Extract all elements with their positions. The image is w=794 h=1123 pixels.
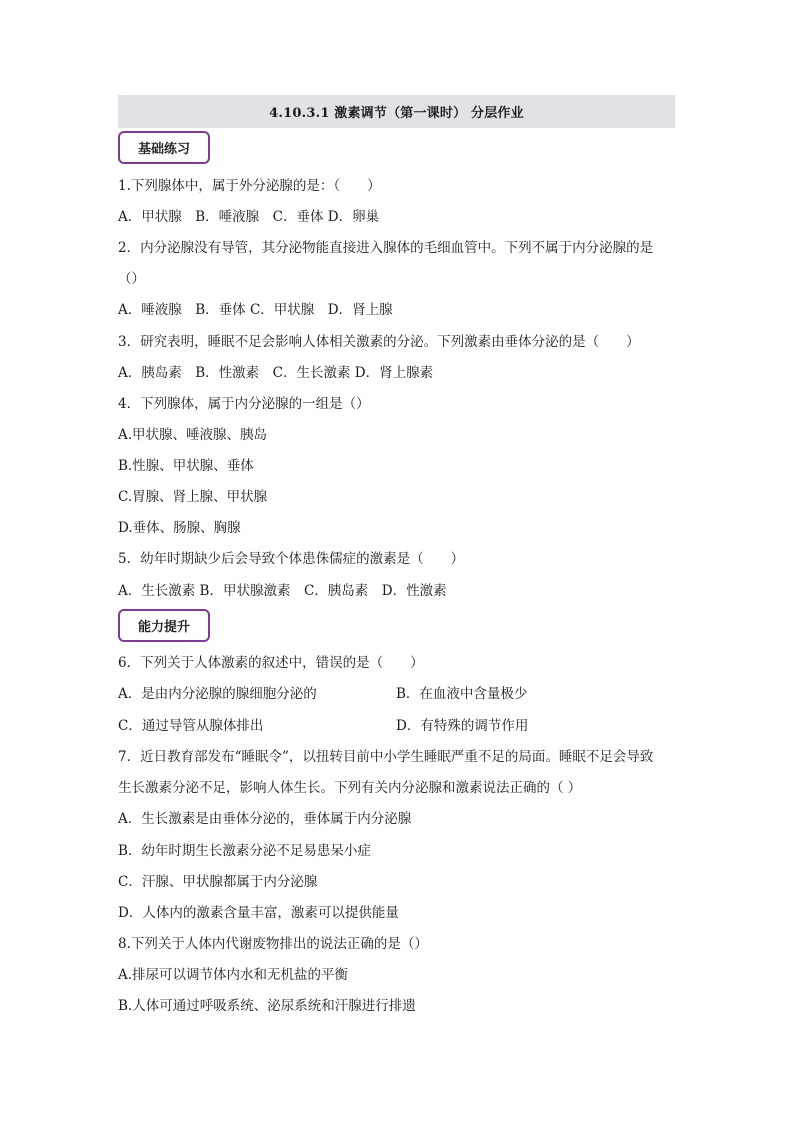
q7-option-c: C．汗腺、甲状腺都属于内分泌腺: [118, 874, 318, 890]
q4-option-c: C.胃腺、肾上腺、甲状腺: [118, 489, 268, 505]
q3-options: A．胰岛素 B．性激素 C．生长激素 D．肾上腺素: [118, 365, 434, 381]
q7-option-d: D．人体内的激素含量丰富，激素可以提供能量: [118, 905, 399, 921]
section-basic-practice: 基础练习: [118, 131, 210, 164]
q5-options: A．生长激素 B．甲状腺激素 C．胰岛素 D．性激素: [118, 583, 447, 599]
q6-option-b: B．在血液中含量极少: [396, 686, 528, 702]
q5-stem: 5．幼年时期缺少后会导致个体患侏儒症的激素是（ ）: [118, 551, 465, 567]
q4-option-a: A.甲状腺、唾液腺、胰岛: [118, 427, 268, 443]
q6-option-c: C．通过导管从腺体排出: [118, 718, 264, 734]
page-title: 4.10.3.1 激素调节（第一课时） 分层作业: [269, 106, 524, 121]
q8-option-a: A.排尿可以调节体内水和无机盐的平衡: [118, 967, 349, 983]
q8-stem: 8.下列关于人体内代谢废物排出的说法正确的是（）: [118, 936, 428, 952]
q7-option-b: B．幼年时期生长激素分泌不足易患呆小症: [118, 843, 371, 859]
title-bar: [118, 95, 675, 128]
q4-option-b: B.性腺、甲状腺、垂体: [118, 458, 254, 474]
q6-stem: 6．下列关于人体激素的叙述中，错误的是（ ）: [118, 655, 424, 671]
q6-option-d: D．有特殊的调节作用: [396, 718, 529, 734]
q2-stem-cont: （）: [118, 271, 145, 287]
q6-option-a: A．是由内分泌腺的腺细胞分泌的: [118, 686, 317, 702]
q8-option-b: B.人体可通过呼吸系统、泌尿系统和汗腺进行排遗: [118, 998, 416, 1014]
section-ability-improvement: 能力提升: [118, 609, 210, 642]
q7-option-a: A．生长激素是由垂体分泌的，垂体属于内分泌腺: [118, 811, 412, 827]
q7-stem: 7．近日教育部发布“睡眠令”，以扭转目前中小学生睡眠严重不足的局面。睡眠不足会导致: [118, 749, 654, 765]
q4-option-d: D.垂体、肠腺、胸腺: [118, 520, 241, 536]
q2-stem: 2．内分泌腺没有导管，其分泌物能直接进入腺体的毛细血管中。下列不属于内分泌腺的是: [118, 240, 654, 256]
q1-stem: 1.下列腺体中，属于外分泌腺的是：（ ）: [118, 178, 381, 194]
q7-stem-cont: 生长激素分泌不足，影响人体生长。下列有关内分泌腺和激素说法正确的（ ）: [118, 780, 582, 796]
q1-options: A．甲状腺 B．唾液腺 C．垂体 D．卵巢: [118, 209, 380, 225]
q3-stem: 3．研究表明，睡眠不足会影响人体相关激素的分泌。下列激素由垂体分泌的是（ ）: [118, 334, 640, 350]
q2-options: A．唾液腺 B．垂体 C．甲状腺 D．肾上腺: [118, 302, 393, 318]
q4-stem: 4．下列腺体，属于内分泌腺的一组是（）: [118, 396, 370, 412]
